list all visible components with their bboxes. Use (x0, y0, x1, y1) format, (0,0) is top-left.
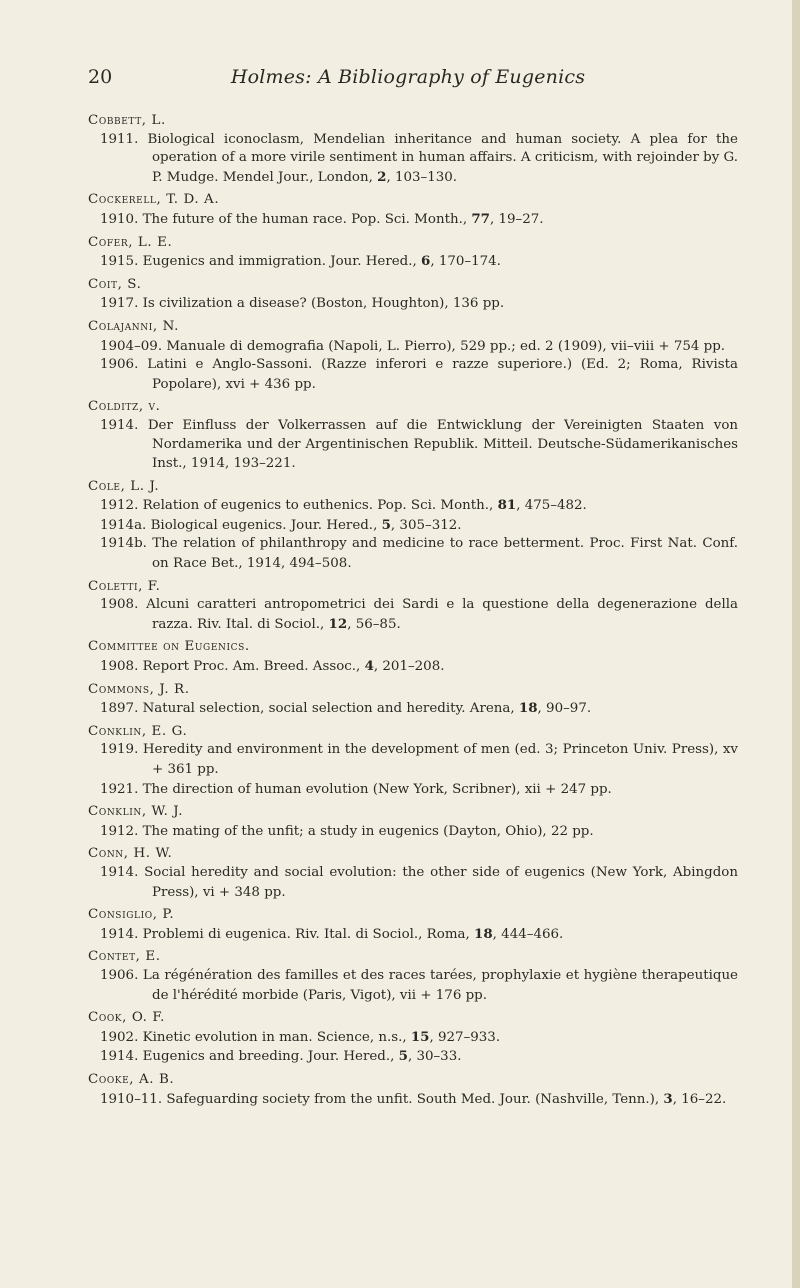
bibliography-entry (88, 723, 738, 799)
citation-text: , 305–312. (390, 517, 462, 533)
citation-text: 1914. Problemi di eugenica. Riv. Ital. di Sociol., Roma, (100, 926, 475, 942)
citation-text: 1919. Heredity and environment in the development of men (ed. 3; Princeton Univ. Press), xv + 361 pp. (100, 742, 738, 777)
entry-work (88, 699, 738, 719)
entry-work (88, 252, 738, 272)
volume-number: 6 (421, 253, 431, 270)
bibliography-entries (88, 112, 738, 1113)
entry-author: Colajanni, N. (88, 318, 179, 334)
citation-text: 1908. Report Proc. Am. Breed. Assoc., (100, 659, 365, 675)
citation-text: 1910–11. Safeguarding society from the unfit. South Med. Jour. (Nashville, Tenn.), (100, 1091, 664, 1107)
entry-author: Conn, H. W. (88, 846, 173, 862)
citation-text: , 201–208. (373, 659, 445, 675)
entry-author: Coletti, F. (88, 578, 161, 594)
entry-work (88, 1090, 738, 1110)
volume-number: 3 (663, 1090, 673, 1107)
citation-text: , 444–466. (492, 926, 564, 942)
entry-author: Cofer, L. E. (88, 234, 173, 250)
entry-work (88, 780, 738, 800)
running-title: Holmes: A Bibliography of Eugenics (230, 66, 586, 88)
entry-work (88, 356, 738, 394)
entry-work (88, 741, 738, 779)
entry-author: Committee on Eugenics. (88, 639, 250, 655)
entry-work (88, 294, 738, 314)
volume-number: 18 (518, 700, 538, 717)
volume-number: 81 (497, 497, 517, 514)
citation-text: 1912. The mating of the unfit; a study in eugenics (Dayton, Ohio), 22 pp. (100, 823, 594, 839)
volume-number: 2 (377, 168, 387, 185)
entry-author: Consiglio, P. (88, 907, 175, 923)
citation-text: , 56–85. (347, 616, 401, 632)
citation-text: , 170–174. (430, 254, 501, 270)
bibliography-entry (88, 681, 738, 719)
citation-text: 1906. Latini e Anglo-Sassoni. (Razze inferori e razze superiore.) (Ed. 2; Roma, Rivista Popolare), xvi + 436 pp. (100, 357, 738, 392)
bibliography-entry (88, 803, 738, 841)
entry-author: Conklin, E. G. (88, 723, 188, 739)
citation-text: 1914b. The relation of philanthropy and medicine to race betterment. Proc. First Nat. Conf. on Race Bet., 1914, 494–508. (100, 536, 738, 572)
citation-text: 1914a. Biological eugenics. Jour. Hered., (100, 517, 382, 533)
citation-text: 1908. Alcuni caratteri antropometrici dei Sardi e la questione della degenerazione della razza. Riv. Ital. di Sociol., (100, 597, 738, 632)
citation-text: , 927–933. (429, 1029, 501, 1045)
entry-author: Cook, O. F. (88, 1010, 166, 1026)
volume-number: 5 (398, 1048, 408, 1065)
entry-work (88, 516, 738, 536)
entry-work (88, 967, 738, 1005)
bibliography-entry (88, 578, 738, 635)
entry-work (88, 337, 738, 357)
citation-text: , 16–22. (672, 1091, 727, 1107)
entry-work (88, 535, 738, 573)
volume-number: 77 (471, 210, 490, 227)
citation-text: , 475–482. (516, 498, 587, 514)
citation-text: 1904–09. Manuale di demografia (Napoli, L. Pierro), 529 pp.; ed. 2 (1909), vii–viii + 754 pp. (100, 338, 726, 354)
entry-work (88, 1047, 738, 1067)
volume-number: 15 (410, 1028, 430, 1045)
entry-author: Cobbett, L. (88, 113, 166, 128)
citation-text: 1912. Relation of eugenics to euthenics. Pop. Sci. Month., (100, 498, 498, 514)
citation-text: , 103–130. (386, 169, 458, 185)
entry-work (88, 210, 738, 230)
bibliography-entry (88, 845, 738, 902)
citation-text: 1914. Der Einfluss der Volkerrassen auf die Entwicklung der Vereinigten Staaten von Nordamerika und der Argentinischen Republik. Mitteil. Deutsche-Südamerikanisches Inst., 1914, 193–221. (100, 417, 738, 472)
bibliography-entry (88, 1071, 738, 1109)
bibliography-entry (88, 276, 738, 314)
bibliography-entry (88, 906, 738, 944)
entry-work (88, 925, 738, 945)
bibliography-entry (88, 318, 738, 394)
entry-work (88, 657, 738, 677)
bibliography-entry (88, 638, 738, 676)
citation-text: 1911. Biological iconoclasm, Mendelian inheritance and human society. A plea for the operation of a more virile sentiment in human affairs. A criticism, with rejoinder by G. P. Mudge. Mendel Jour., London, (100, 131, 739, 185)
entry-work (88, 596, 738, 634)
citation-text: 1910. The future of the human race. Pop. Sci. Month., (100, 211, 472, 227)
citation-text: , 90–97. (537, 701, 592, 717)
citation-text: 1902. Kinetic evolution in man. Science, n.s., (100, 1029, 411, 1045)
page-edge (792, 0, 800, 1288)
entry-author: Contet, E. (88, 949, 161, 965)
entry-author: Conklin, W. J. (88, 804, 184, 820)
citation-text: 1915. Eugenics and immigration. Jour. Hered., (100, 254, 422, 270)
entry-work (88, 864, 738, 902)
entry-work (88, 131, 738, 188)
entry-author: Colditz, v. (88, 399, 161, 415)
bibliography-entry (88, 398, 738, 473)
entry-author: Cooke, A. B. (88, 1071, 175, 1087)
entry-work (88, 822, 738, 842)
citation-text: 1921. The direction of human evolution (New York, Scribner), xii + 247 pp. (100, 781, 612, 797)
page-header (88, 66, 728, 96)
volume-number: 5 (381, 516, 391, 533)
bibliography-entry (88, 948, 738, 1005)
entry-author: Commons, J. R. (88, 681, 190, 697)
entry-author: Cole, L. J. (88, 478, 160, 494)
volume-number: 4 (364, 658, 374, 675)
citation-text: , 30–33. (407, 1049, 462, 1065)
citation-text: 1897. Natural selection, social selection and heredity. Arena, (100, 701, 519, 717)
entry-work (88, 1028, 738, 1048)
volume-number: 12 (328, 615, 348, 632)
citation-text: 1914. Social heredity and social evolution: the other side of eugenics (New York, Abingdon Press), vi + 348 pp. (100, 864, 738, 900)
bibliography-entry (88, 112, 738, 187)
page-number: 20 (88, 66, 113, 88)
volume-number: 18 (474, 925, 493, 942)
entry-work (88, 417, 738, 474)
bibliography-entry (88, 478, 738, 574)
bibliography-entry (88, 1009, 738, 1067)
entry-author: Coit, S. (88, 276, 142, 292)
citation-text: 1917. Is civilization a disease? (Boston, Houghton), 136 pp. (100, 296, 505, 312)
citation-text: 1906. La régénération des familles et des races tarées, prophylaxie et hygiène therapeutique de l'hérédité morbide (Paris, Vigot), vii + 176 pp. (100, 967, 738, 1003)
entry-work (88, 496, 738, 516)
bibliography-entry (88, 234, 738, 272)
entry-author: Cockerell, T. D. A. (88, 192, 220, 208)
citation-text: , 19–27. (489, 211, 544, 227)
bibliography-entry (88, 191, 738, 229)
citation-text: 1914. Eugenics and breeding. Jour. Hered., (100, 1049, 399, 1065)
